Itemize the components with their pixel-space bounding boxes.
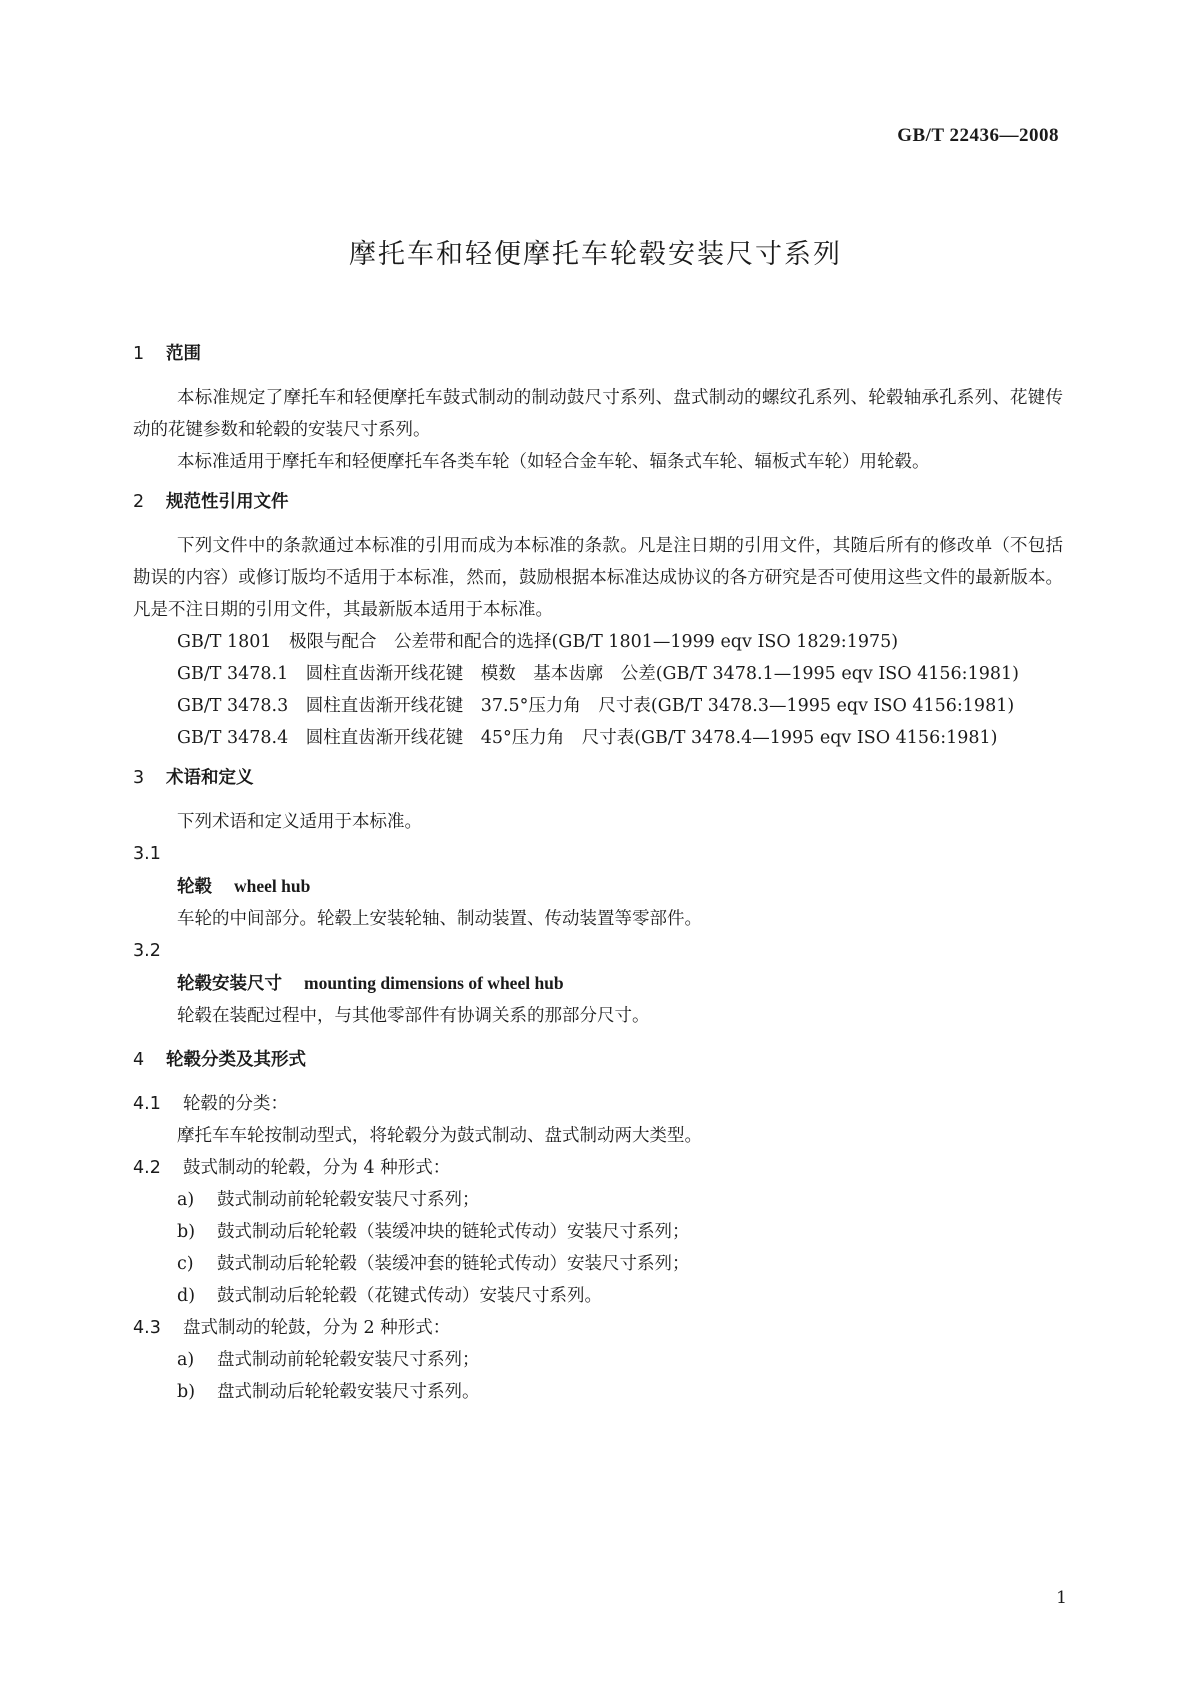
list-text: 鼓式制动后轮轮毂（装缓冲块的链轮式传动）安装尺寸系列； [217, 1222, 690, 1242]
reference-item: GB/T 3478.3 圆柱直齿渐开线花键 37.5°压力角 尺寸表(GB/T 3478.3—1995 eqv ISO 4156:1981) [177, 696, 1015, 716]
term-definition: 车轮的中间部分。轮毂上安装轮轴、制动装置、传动装置等零部件。 [177, 909, 702, 929]
section-3-heading [133, 762, 1063, 794]
paragraph: 本标准适用于摩托车和轻便摩托车各类车轮（如轻合金车轮、辐条式车轮、辐板式车轮）用轮毂。 [177, 452, 930, 472]
paragraph: 下列文件中的条款通过本标准的引用而成为本标准的条款。凡是注日期的引用文件，其随后所有的修改单（不包括勘误的内容）或修订版均不适用于本标准，然而，鼓励根据本标准达成协议的各方研究是否可使用这些文件的最新版本。凡是不注日期的引用文件，其最新版本适用于本标准。 [133, 536, 1063, 620]
document-body [133, 338, 1063, 1408]
list-text: 鼓式制动后轮轮毂（花键式传动）安装尺寸系列。 [217, 1286, 602, 1306]
list-marker: d) [177, 1286, 196, 1306]
list-marker: b) [177, 1222, 196, 1242]
paragraph: 摩托车车轮按制动型式，将轮毂分为鼓式制动、盘式制动两大类型。 [177, 1126, 702, 1146]
term-heading [133, 870, 1063, 903]
list-item [133, 1344, 1063, 1376]
section-number: 3 [133, 768, 145, 788]
subsection-number: 4.2 [133, 1158, 161, 1178]
list-item [133, 1376, 1063, 1408]
list-text: 盘式制动前轮轮毂安装尺寸系列； [217, 1350, 480, 1370]
term-definition: 轮毂在装配过程中，与其他零部件有协调关系的那部分尺寸。 [177, 1006, 650, 1026]
subsection-number: 4.3 [133, 1318, 161, 1338]
list-item [133, 1184, 1063, 1216]
list-item [133, 1280, 1063, 1312]
section-title: 轮毂分类及其形式 [166, 1050, 306, 1070]
section-title: 术语和定义 [166, 768, 254, 788]
section-4-heading [133, 1044, 1063, 1076]
term-number: 3.2 [133, 941, 161, 961]
reference-item: GB/T 1801 极限与配合 公差带和配合的选择(GB/T 1801—1999 eqv ISO 1829:1975) [177, 632, 899, 652]
list-text: 盘式制动后轮轮毂安装尺寸系列。 [217, 1382, 480, 1402]
subsection-text: 轮毂的分类： [183, 1094, 288, 1114]
section-1-heading [133, 338, 1063, 370]
list-marker: b) [177, 1382, 196, 1402]
list-item [133, 1248, 1063, 1280]
subsection-text: 盘式制动的轮鼓，分为 2 种形式： [183, 1318, 451, 1338]
term-cn: 轮毂 [177, 877, 212, 897]
subsection-4-2 [133, 1152, 1063, 1184]
section-number: 2 [133, 492, 145, 512]
standard-number: GB/T 22436—2008 [897, 125, 1059, 146]
term-en: wheel hub [234, 876, 311, 896]
section-number: 4 [133, 1050, 145, 1070]
section-title: 范围 [166, 344, 201, 364]
list-text: 鼓式制动前轮轮毂安装尺寸系列； [217, 1190, 480, 1210]
list-marker: c) [177, 1254, 194, 1274]
subsection-4-1 [133, 1088, 1063, 1120]
list-text: 鼓式制动后轮轮毂（装缓冲套的链轮式传动）安装尺寸系列； [217, 1254, 690, 1274]
subsection-text: 鼓式制动的轮毂，分为 4 种形式： [183, 1158, 451, 1178]
section-number: 1 [133, 344, 145, 364]
term-en: mounting dimensions of wheel hub [304, 973, 564, 993]
paragraph: 本标准规定了摩托车和轻便摩托车鼓式制动的制动鼓尺寸系列、盘式制动的螺纹孔系列、轮毂轴承孔系列、花键传动的花键参数和轮毂的安装尺寸系列。 [133, 388, 1063, 440]
term-heading [133, 967, 1063, 1000]
list-item [133, 1216, 1063, 1248]
paragraph: 下列术语和定义适用于本标准。 [177, 812, 422, 832]
subsection-4-3 [133, 1312, 1063, 1344]
reference-item: GB/T 3478.4 圆柱直齿渐开线花键 45°压力角 尺寸表(GB/T 3478.4—1995 eqv ISO 4156:1981) [177, 728, 998, 748]
section-2-heading [133, 486, 1063, 518]
section-title: 规范性引用文件 [166, 492, 289, 512]
term-cn: 轮毂安装尺寸 [177, 974, 282, 994]
page-number: 1 [1056, 1588, 1067, 1608]
document-title: 摩托车和轻便摩托车轮毂安装尺寸系列 [349, 239, 842, 270]
subsection-number: 4.1 [133, 1094, 161, 1114]
term-number: 3.1 [133, 844, 161, 864]
list-marker: a) [177, 1190, 195, 1210]
reference-item: GB/T 3478.1 圆柱直齿渐开线花键 模数 基本齿廓 公差(GB/T 3478.1—1995 eqv ISO 4156:1981) [177, 664, 1019, 684]
list-marker: a) [177, 1350, 195, 1370]
